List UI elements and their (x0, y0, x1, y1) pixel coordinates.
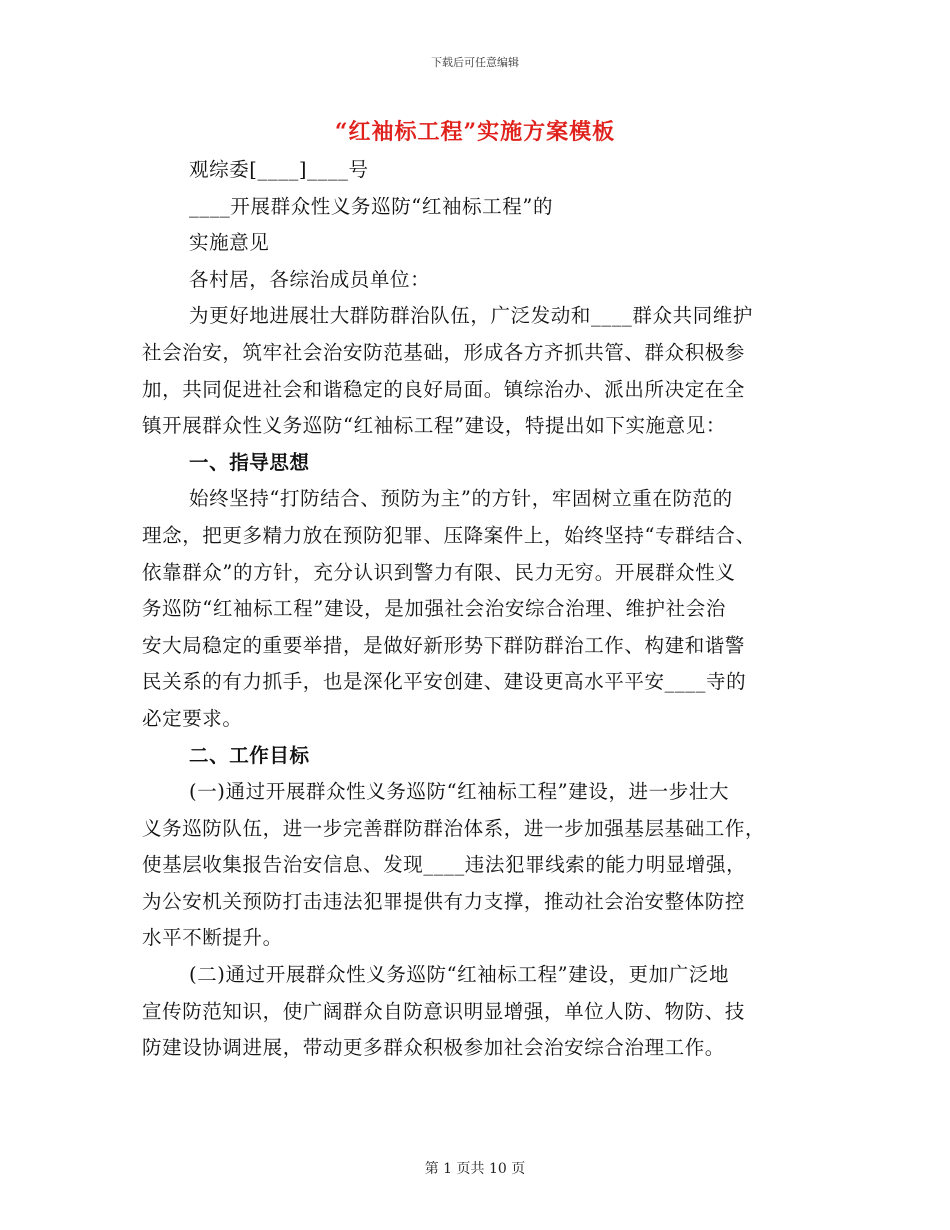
paragraph-line: 水平不断提升。 (142, 926, 283, 950)
paragraph-line: 宣传防范知识，使广阔群众自防意识明显增强，单位人防、物防、技 (142, 999, 746, 1023)
paragraph-line: 民关系的有力抓手，也是深化平安创建、建设更高水平平安____寺的 (142, 670, 747, 694)
salutation: 各村居，各综治成员单位： (189, 267, 431, 291)
section-heading: 二、工作目标 (189, 743, 310, 767)
document-body (142, 152, 810, 1067)
paragraph-line: 使基层收集报告治安信息、发现____违法犯罪线索的能力明显增强， (142, 853, 747, 877)
paragraph-line: (一)通过开展群众性义务巡防“红袖标工程”建设，进一步壮大 (189, 780, 730, 804)
paragraph-line: 义务巡防队伍，进一步完善群防群治体系，进一步加强基层基础工作， (142, 816, 766, 840)
paragraph-line: 安大局稳定的重要举措，是做好新形势下群防群治工作、构建和谐警 (142, 633, 746, 657)
paragraph-line: 始终坚持“打防结合、预防为主”的方针，牢固树立重在防范的 (189, 487, 733, 511)
section-heading: 一、指导思想 (189, 450, 310, 474)
document-title: “红袖标工程”实施方案模板 (334, 119, 616, 145)
paragraph-line: 必定要求。 (142, 706, 243, 730)
subtitle-line: ____开展群众性义务巡防“红袖标工程”的 (189, 194, 554, 218)
paragraph-line: 务巡防“红袖标工程”建设，是加强社会治安综合治理、维护社会治 (142, 597, 726, 621)
paragraph-line: 加，共同促进社会和谐稳定的良好局面。镇综治办、派出所决定在全 (142, 377, 746, 401)
doc-number-line: 观综委[____]____号 (189, 158, 369, 181)
paragraph-line: 理念，把更多精力放在预防犯罪、压降案件上，始终坚持“专群结合、 (142, 523, 756, 547)
page-footer: 第 1 页共 10 页 (424, 1161, 526, 1177)
paragraph-line: (二)通过开展群众性义务巡防“红袖标工程”建设，更加广泛地 (189, 963, 730, 987)
paragraph-line: 为更好地进展壮大群防群治队伍，广泛发动和____群众共同维护 (189, 304, 754, 328)
subtitle-line: 实施意见 (189, 231, 270, 255)
paragraph-line: 镇开展群众性义务巡防“红袖标工程”建设，特提出如下实施意见： (142, 414, 726, 438)
paragraph-line: 社会治安，筑牢社会治安防范基础，形成各方齐抓共管、群众积极参 (142, 340, 746, 364)
paragraph-line: 防建设协调进展，带动更多群众积极参加社会治安综合治理工作。 (142, 1036, 725, 1060)
paragraph-line: 依靠群众”的方针，充分认识到警力有限、民力无穷。开展群众性义 (142, 560, 736, 584)
header-note: 下载后可任意编辑 (431, 56, 519, 69)
paragraph-line: 为公安机关预防打击违法犯罪提供有力支撑，推动社会治安整体防控 (142, 889, 746, 913)
